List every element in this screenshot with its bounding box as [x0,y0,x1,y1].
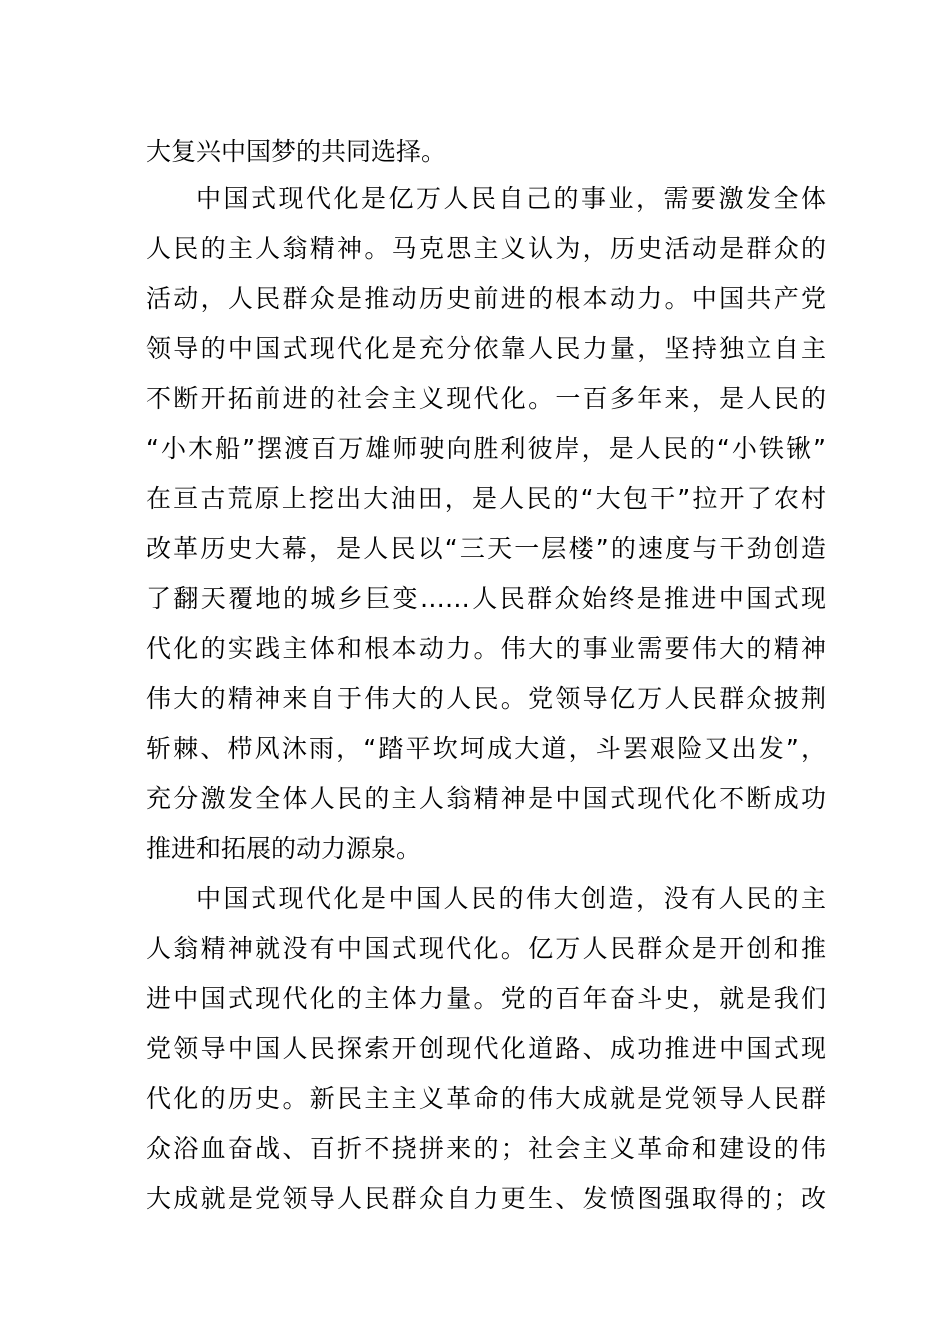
paragraph-line: 领导的中国式现代化是充分依靠人民力量，坚持独立自主 [146,334,826,363]
paragraph-line: 改革历史大幕，是人民以“三天一层楼”的速度与干劲创造 [146,534,826,563]
paragraph-line: 代化的历史。新民主主义革命的伟大成就是党领导人民群 [146,1084,826,1113]
paragraph-line: 斩棘、栉风沐雨，“踏平坎坷成大道，斗罢艰险又出发”， [146,734,826,763]
paragraph-line: 不断开拓前进的社会主义现代化。一百多年来，是人民的 [146,384,826,413]
paragraph-line: 代化的实践主体和根本动力。伟大的事业需要伟大的精神 [146,634,826,663]
paragraph-line: 大成就是党领导人民群众自力更生、发愤图强取得的；改 [146,1184,826,1213]
paragraph-line: 人翁精神就没有中国式现代化。亿万人民群众是开创和推 [146,934,826,963]
paragraph-line: “小木船”摆渡百万雄师驶向胜利彼岸，是人民的“小铁锹” [146,434,826,463]
paragraph-line: 进中国式现代化的主体力量。党的百年奋斗史，就是我们 [146,984,826,1013]
paragraph-line: 党领导中国人民探索开创现代化道路、成功推进中国式现 [146,1034,826,1063]
paragraph-line: 充分激发全体人民的主人翁精神是中国式现代化不断成功 [146,784,826,813]
paragraph-line: 人民的主人翁精神。马克思主义认为，历史活动是群众的 [146,234,826,263]
paragraph-line: 活动，人民群众是推动历史前进的根本动力。中国共产党 [146,284,826,313]
paragraph-line: 伟大的精神来自于伟大的人民。党领导亿万人民群众披荆 [146,684,826,713]
paragraph-line: 众浴血奋战、百折不挠拼来的；社会主义革命和建设的伟 [146,1134,826,1163]
paragraph-line: 推进和拓展的动力源泉。 [146,834,422,863]
paragraph-line: 了翻天覆地的城乡巨变……人民群众始终是推进中国式现 [146,584,826,613]
paragraph-line: 大复兴中国梦的共同选择。 [146,137,447,166]
paragraph-line: 中国式现代化是亿万人民自己的事业，需要激发全体 [196,184,826,213]
paragraph-line: 中国式现代化是中国人民的伟大创造，没有人民的主 [196,884,826,913]
paragraph-line: 在亘古荒原上挖出大油田，是人民的“大包干”拉开了农村 [146,484,826,513]
